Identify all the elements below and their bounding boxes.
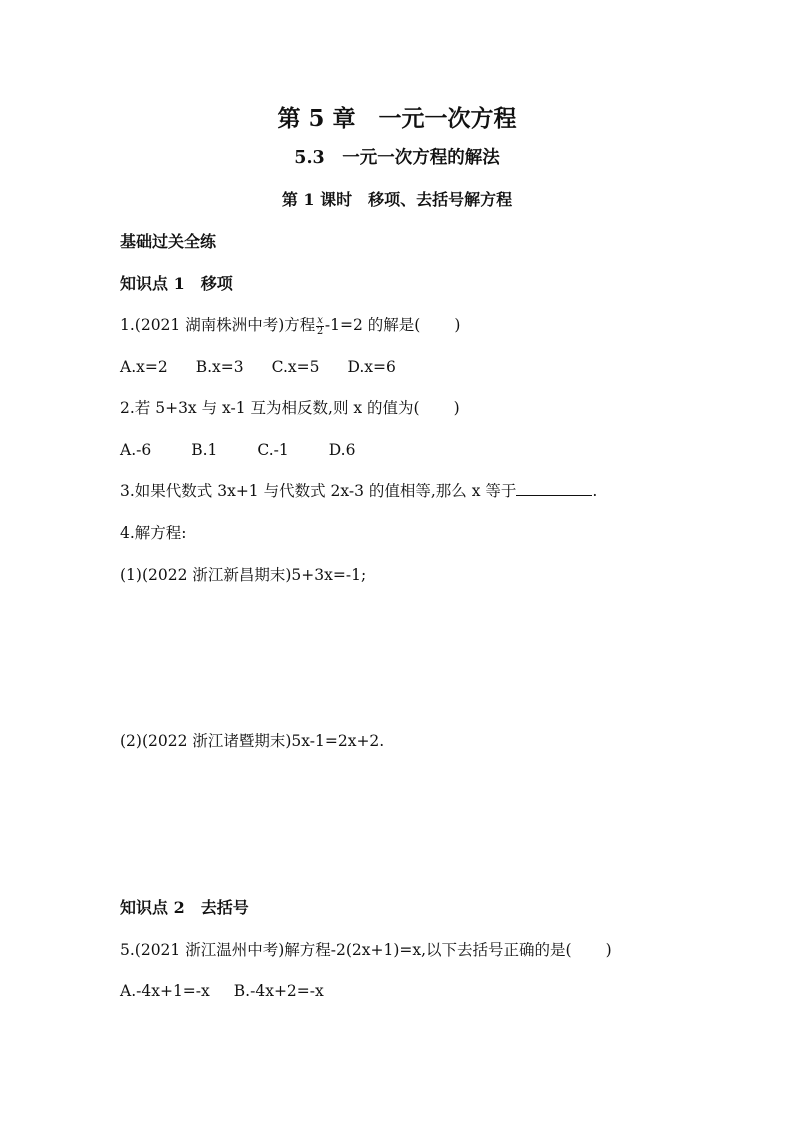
option-a: A.-4x+1=-x [120, 982, 210, 1000]
knowledge-point-1: 知识点 1 移项 [120, 274, 233, 293]
section-heading: 基础过关全练 [120, 232, 217, 251]
option-c: C.-1 [257, 441, 289, 459]
question-3-text: 3.如果代数式 3x+1 与代数式 2x-3 的值相等,那么 x 等于 [120, 482, 517, 500]
option-d: D.6 [328, 441, 356, 459]
question-3-end: . [592, 482, 598, 500]
chapter-title: 第 5 章 一元一次方程 [277, 105, 517, 132]
option-d: D.x=6 [347, 358, 396, 376]
question-4: 4.解方程: [120, 524, 187, 542]
question-5-text: 5.(2021 浙江温州中考)解方程-2(2x+1)=x,以下去括号正确的是( [120, 941, 572, 959]
knowledge-point-2: 知识点 2 去括号 [120, 898, 249, 917]
option-b: B.1 [191, 441, 218, 459]
question-1-suffix: -1=2 的解是( [324, 316, 421, 334]
question-3 [120, 481, 597, 501]
section-title: 5.3 一元一次方程的解法 [294, 148, 500, 168]
option-a: A.-6 [120, 441, 152, 459]
question-1 [120, 315, 460, 337]
lesson-title: 第 1 课时 移项、去括号解方程 [281, 190, 513, 209]
question-2 [120, 398, 460, 418]
question-2-options [120, 440, 355, 460]
question-1-close: ) [454, 316, 461, 334]
question-5-close: ) [605, 941, 612, 959]
question-2-close: ) [453, 399, 460, 417]
question-4-part-2: (2)(2022 浙江诸暨期末)5x-1=2x+2. [120, 732, 385, 750]
fill-in-blank [516, 481, 592, 496]
question-5-options [120, 981, 324, 1001]
fraction-x-over-2 [316, 316, 324, 337]
question-2-text: 2.若 5+3x 与 x-1 互为相反数,则 x 的值为( [120, 399, 420, 417]
option-b: B.-4x+2=-x [233, 982, 324, 1000]
question-1-prefix: 1.(2021 湖南株洲中考)方程 [120, 316, 316, 334]
question-5 [120, 940, 612, 960]
fraction-numerator: x [317, 314, 323, 326]
question-4-part-1: (1)(2022 浙江新昌期末)5+3x=-1; [120, 566, 367, 584]
option-b: B.x=3 [195, 358, 244, 376]
fraction-denominator: 2 [316, 325, 324, 337]
option-c: C.x=5 [271, 358, 320, 376]
option-a: A.x=2 [120, 358, 168, 376]
question-1-options [120, 357, 396, 377]
